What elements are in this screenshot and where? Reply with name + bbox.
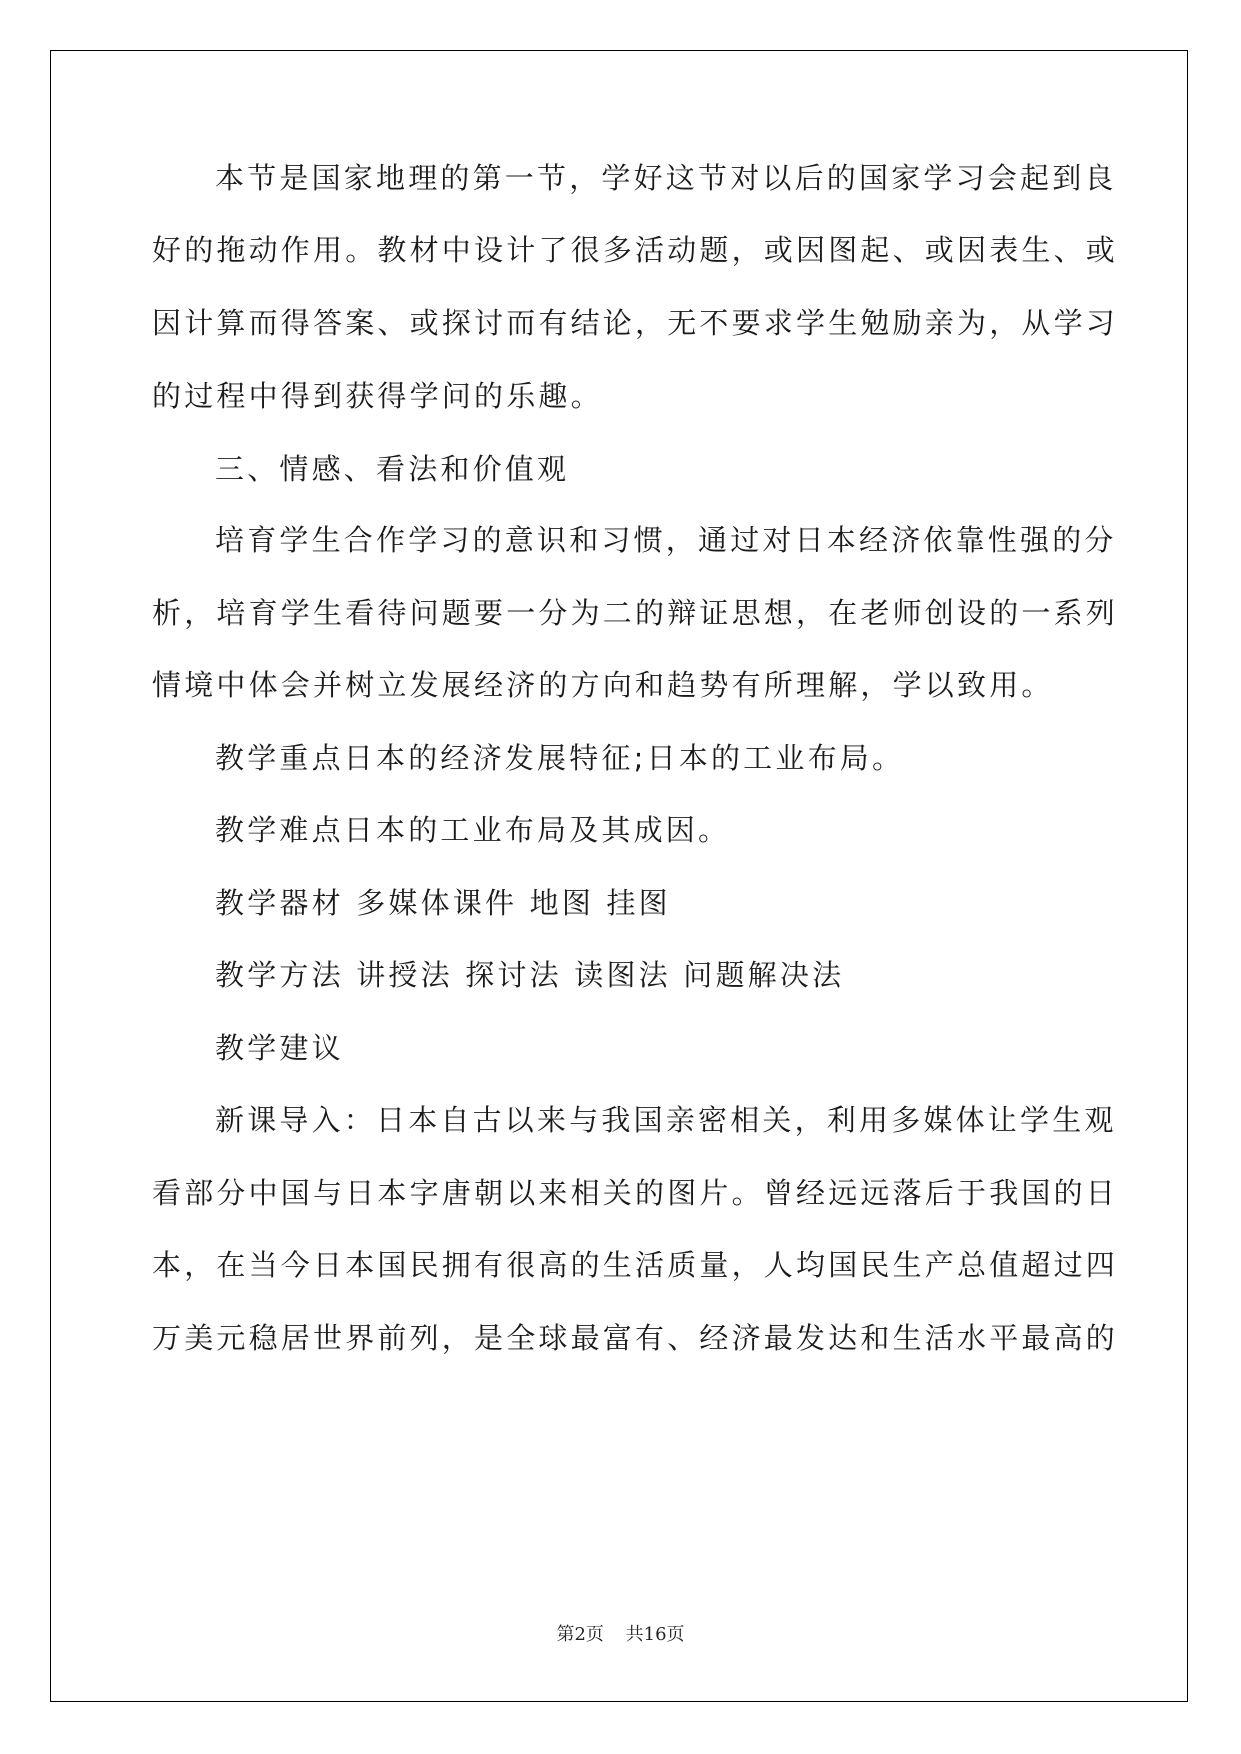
paragraph-line: 万美元稳居世界前列，是全球最富有、经济最发达和生活水平最高的 <box>152 1321 1119 1355</box>
paragraph-line: 情境中体会并树立发展经济的方向和趋势有所理解，学以致用。 <box>152 668 1054 702</box>
page-number: 第2页 <box>556 1624 604 1645</box>
page-total: 共16页 <box>625 1624 685 1645</box>
paragraph-line: 培育学生合作学习的意识和习惯，通过对日本经济依靠性强的分 <box>215 523 1117 557</box>
paragraph-line: 新课导入：日本自古以来与我国亲密相关，利用多媒体让学生观 <box>215 1103 1117 1137</box>
paragraph-line: 教学方法 讲授法 探讨法 读图法 问题解决法 <box>215 958 845 992</box>
paragraph-line: 析，培育学生看待问题要一分为二的辩证思想，在老师创设的一系列 <box>152 596 1119 630</box>
paragraph-line: 本节是国家地理的第一节，学好这节对以后的国家学习会起到良 <box>215 161 1117 195</box>
paragraph-line: 教学难点日本的工业布局及其成因。 <box>215 813 731 847</box>
section-heading: 三、情感、看法和价值观 <box>215 452 570 486</box>
paragraph-line: 好的拖动作用。教材中设计了很多活动题，或因图起、或因表生、或 <box>152 233 1119 267</box>
page-footer <box>0 1620 1241 1646</box>
paragraph-line: 因计算而得答案、或探讨而有结论，无不要求学生勉励亲为，从学习 <box>152 306 1119 340</box>
paragraph-line: 看部分中国与日本字唐朝以来相关的图片。曾经远远落后于我国的日 <box>152 1176 1119 1210</box>
paragraph-line: 的过程中得到获得学问的乐趣。 <box>152 379 603 413</box>
page-border <box>50 50 1188 1702</box>
paragraph-line: 教学器材 多媒体课件 地图 挂图 <box>215 886 671 920</box>
paragraph-line: 本，在当今日本国民拥有很高的生活质量，人均国民生产总值超过四 <box>152 1248 1119 1282</box>
section-heading: 教学建议 <box>215 1031 344 1065</box>
paragraph-line: 教学重点日本的经济发展特征;日本的工业布局。 <box>215 741 905 775</box>
